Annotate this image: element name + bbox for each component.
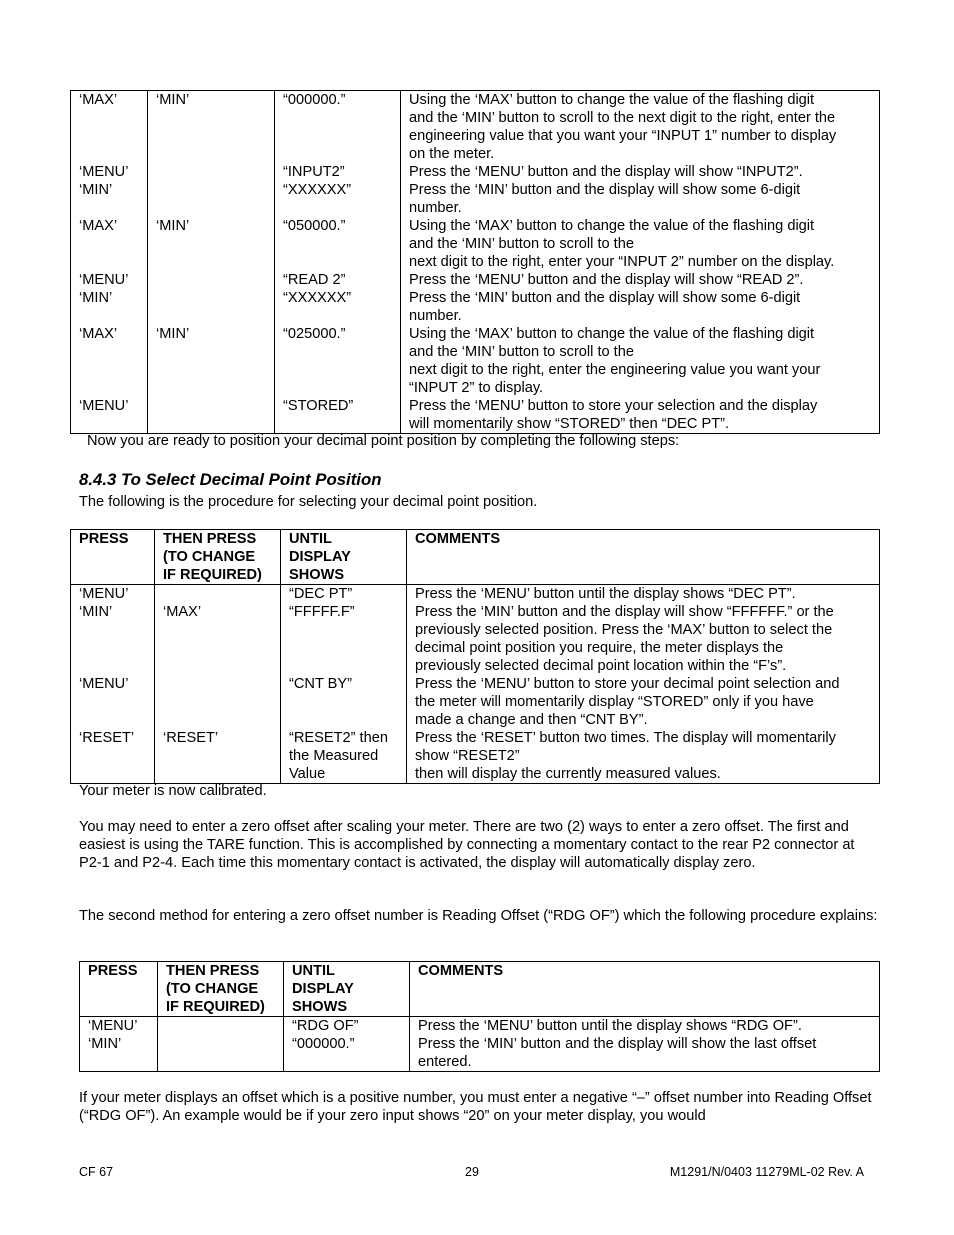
- until-display-cell: “STORED”: [283, 398, 354, 414]
- until-display-cell: “INPUT2” “XXXXXX”: [283, 164, 352, 198]
- zero-offset-paragraph: You may need to enter a zero offset after scaling your meter. There are two (2) ways to enter a zero offset. The first and easiest is using the TARE function. This is accomplished by connecting a momentary contact to the rear P2 connector at P2-1 and P2-4. Each time this momentary contact is activated, the display will automatically display zero.: [79, 819, 855, 871]
- then-press-cell: [166, 1017, 283, 1035]
- header-until-display: UNTIL DISPLAY SHOWS: [292, 963, 354, 1015]
- press-cell: ‘MAX’: [79, 92, 118, 108]
- comment-cell: Press the ‘MENU’ button and the display will show “READ 2”. Press the ‘MIN’ button and the display will show some 6-digit number.: [409, 272, 804, 324]
- reading-offset-table: [79, 961, 880, 1072]
- page-number: 29: [465, 1165, 479, 1179]
- until-display-cell: “RDG OF” “000000.”: [292, 1018, 359, 1052]
- positive-offset-paragraph: If your meter displays an offset which is a positive number, you must enter a negative “–” offset number into Reading Offset (“RDG OF”). An example would be if your zero input shows “20” on your meter display, you would: [79, 1090, 872, 1124]
- press-cell: ‘MENU’ ‘MIN’: [79, 164, 129, 198]
- section-heading: 8.4.3 To Select Decimal Point Position: [79, 470, 382, 489]
- calibrated-paragraph: Your meter is now calibrated.: [79, 783, 267, 799]
- header-press: PRESS: [88, 963, 138, 979]
- header-then-press: THEN PRESS (TO CHANGE IF REQUIRED): [166, 963, 265, 1015]
- header-comments: COMMENTS: [415, 531, 501, 547]
- press-cell: ‘MAX’: [79, 218, 118, 234]
- header-press: PRESS: [79, 531, 129, 547]
- table-row: [71, 271, 880, 325]
- table-row: [71, 397, 880, 434]
- then-press-cell: ‘MIN’: [156, 218, 190, 234]
- press-cell: ‘MENU’: [79, 398, 129, 414]
- then-press-cell: ‘MIN’: [156, 92, 190, 108]
- decimal-point-table: [70, 529, 880, 784]
- then-press-cell: [156, 271, 274, 289]
- then-press-cell: ‘MIN’: [156, 326, 190, 342]
- until-display-cell: “DEC PT” “FFFFF.F” “CNT BY” “RESET2” then the Measured Value: [289, 586, 388, 782]
- header-until-display: UNTIL DISPLAY SHOWS: [289, 531, 351, 583]
- table-row: [71, 585, 880, 784]
- press-cell: ‘MENU’ ‘MIN’: [79, 272, 129, 306]
- header-then-press: THEN PRESS (TO CHANGE IF REQUIRED): [163, 531, 262, 583]
- comment-cell: Using the ‘MAX’ button to change the value of the flashing digit and the ‘MIN’ button to scroll to the next digit to the right, enter the engineering value you want your “INPUT 2” to display.: [409, 326, 821, 396]
- table-header-row: [71, 530, 880, 585]
- comment-cell: Using the ‘MAX’ button to change the value of the flashing digit and the ‘MIN’ button to scroll to the next digit to the right, enter the engineering value that you want your “INPUT 1” number to display on the meter.: [409, 92, 837, 162]
- until-display-cell: “READ 2” “XXXXXX”: [283, 272, 352, 306]
- comment-cell: Press the ‘MENU’ button to store your selection and the display will momentarily show “STORED” then “DEC PT”.: [409, 398, 818, 432]
- comment-cell: Using the ‘MAX’ button to change the value of the flashing digit and the ‘MIN’ button to scroll to the next digit to the right, enter your “INPUT 2” number on the display.: [409, 218, 835, 270]
- press-cell: ‘MENU’ ‘MIN’: [88, 1018, 138, 1052]
- footer-left: CF 67: [79, 1165, 114, 1179]
- then-press-cell: [156, 163, 274, 181]
- table-row: [71, 217, 880, 271]
- press-cell: ‘MENU’ ‘MIN’ ‘MENU’ ‘RESET’: [79, 586, 135, 746]
- until-display-cell: “025000.”: [283, 326, 346, 342]
- until-display-cell: “050000.”: [283, 218, 346, 234]
- then-press-cell: ‘MAX’ ‘RESET’: [163, 604, 219, 746]
- second-method-paragraph: The second method for entering a zero offset number is Reading Offset (“RDG OF”) which the following procedure explains:: [79, 908, 878, 924]
- comment-cell: Press the ‘MENU’ button until the display shows “RDG OF”. Press the ‘MIN’ button and the display will show the last offset entered.: [418, 1018, 817, 1070]
- ready-paragraph: Now you are ready to position your decimal point position by completing the following steps:: [87, 433, 680, 449]
- footer-right: M1291/N/0403 11279ML-02 Rev. A: [669, 1165, 864, 1179]
- table-row: [71, 91, 880, 164]
- until-display-cell: “000000.”: [283, 92, 346, 108]
- table-row: [71, 325, 880, 397]
- then-press-cell: [156, 397, 274, 415]
- section-intro: The following is the procedure for selecting your decimal point position.: [79, 494, 538, 510]
- comment-cell: Press the ‘MENU’ button and the display will show “INPUT2”. Press the ‘MIN’ button and the display will show some 6-digit number.: [409, 164, 803, 216]
- comment-cell: Press the ‘MENU’ button until the display shows “DEC PT”. Press the ‘MIN’ button and the display will show “FFFFFF.” or the previously selected position. Press the ‘MAX’ button to select the decimal point position you require, the meter displays the previously selected decimal point location within the “F’s”. Press the ‘MENU’ button to store your decimal point selection and the meter will momentarily display “STORED” only if you have made a change and then “CNT BY”. Press the ‘RESET’ button two times. The display will momentarily show “RESET2” then will display the currently measured values.: [415, 586, 840, 782]
- table-row: [71, 163, 880, 217]
- press-cell: ‘MAX’: [79, 326, 118, 342]
- table-header-row: [80, 962, 880, 1017]
- header-comments: COMMENTS: [418, 963, 504, 979]
- calibration-steps-table: [70, 90, 880, 434]
- table-row: [80, 1017, 880, 1072]
